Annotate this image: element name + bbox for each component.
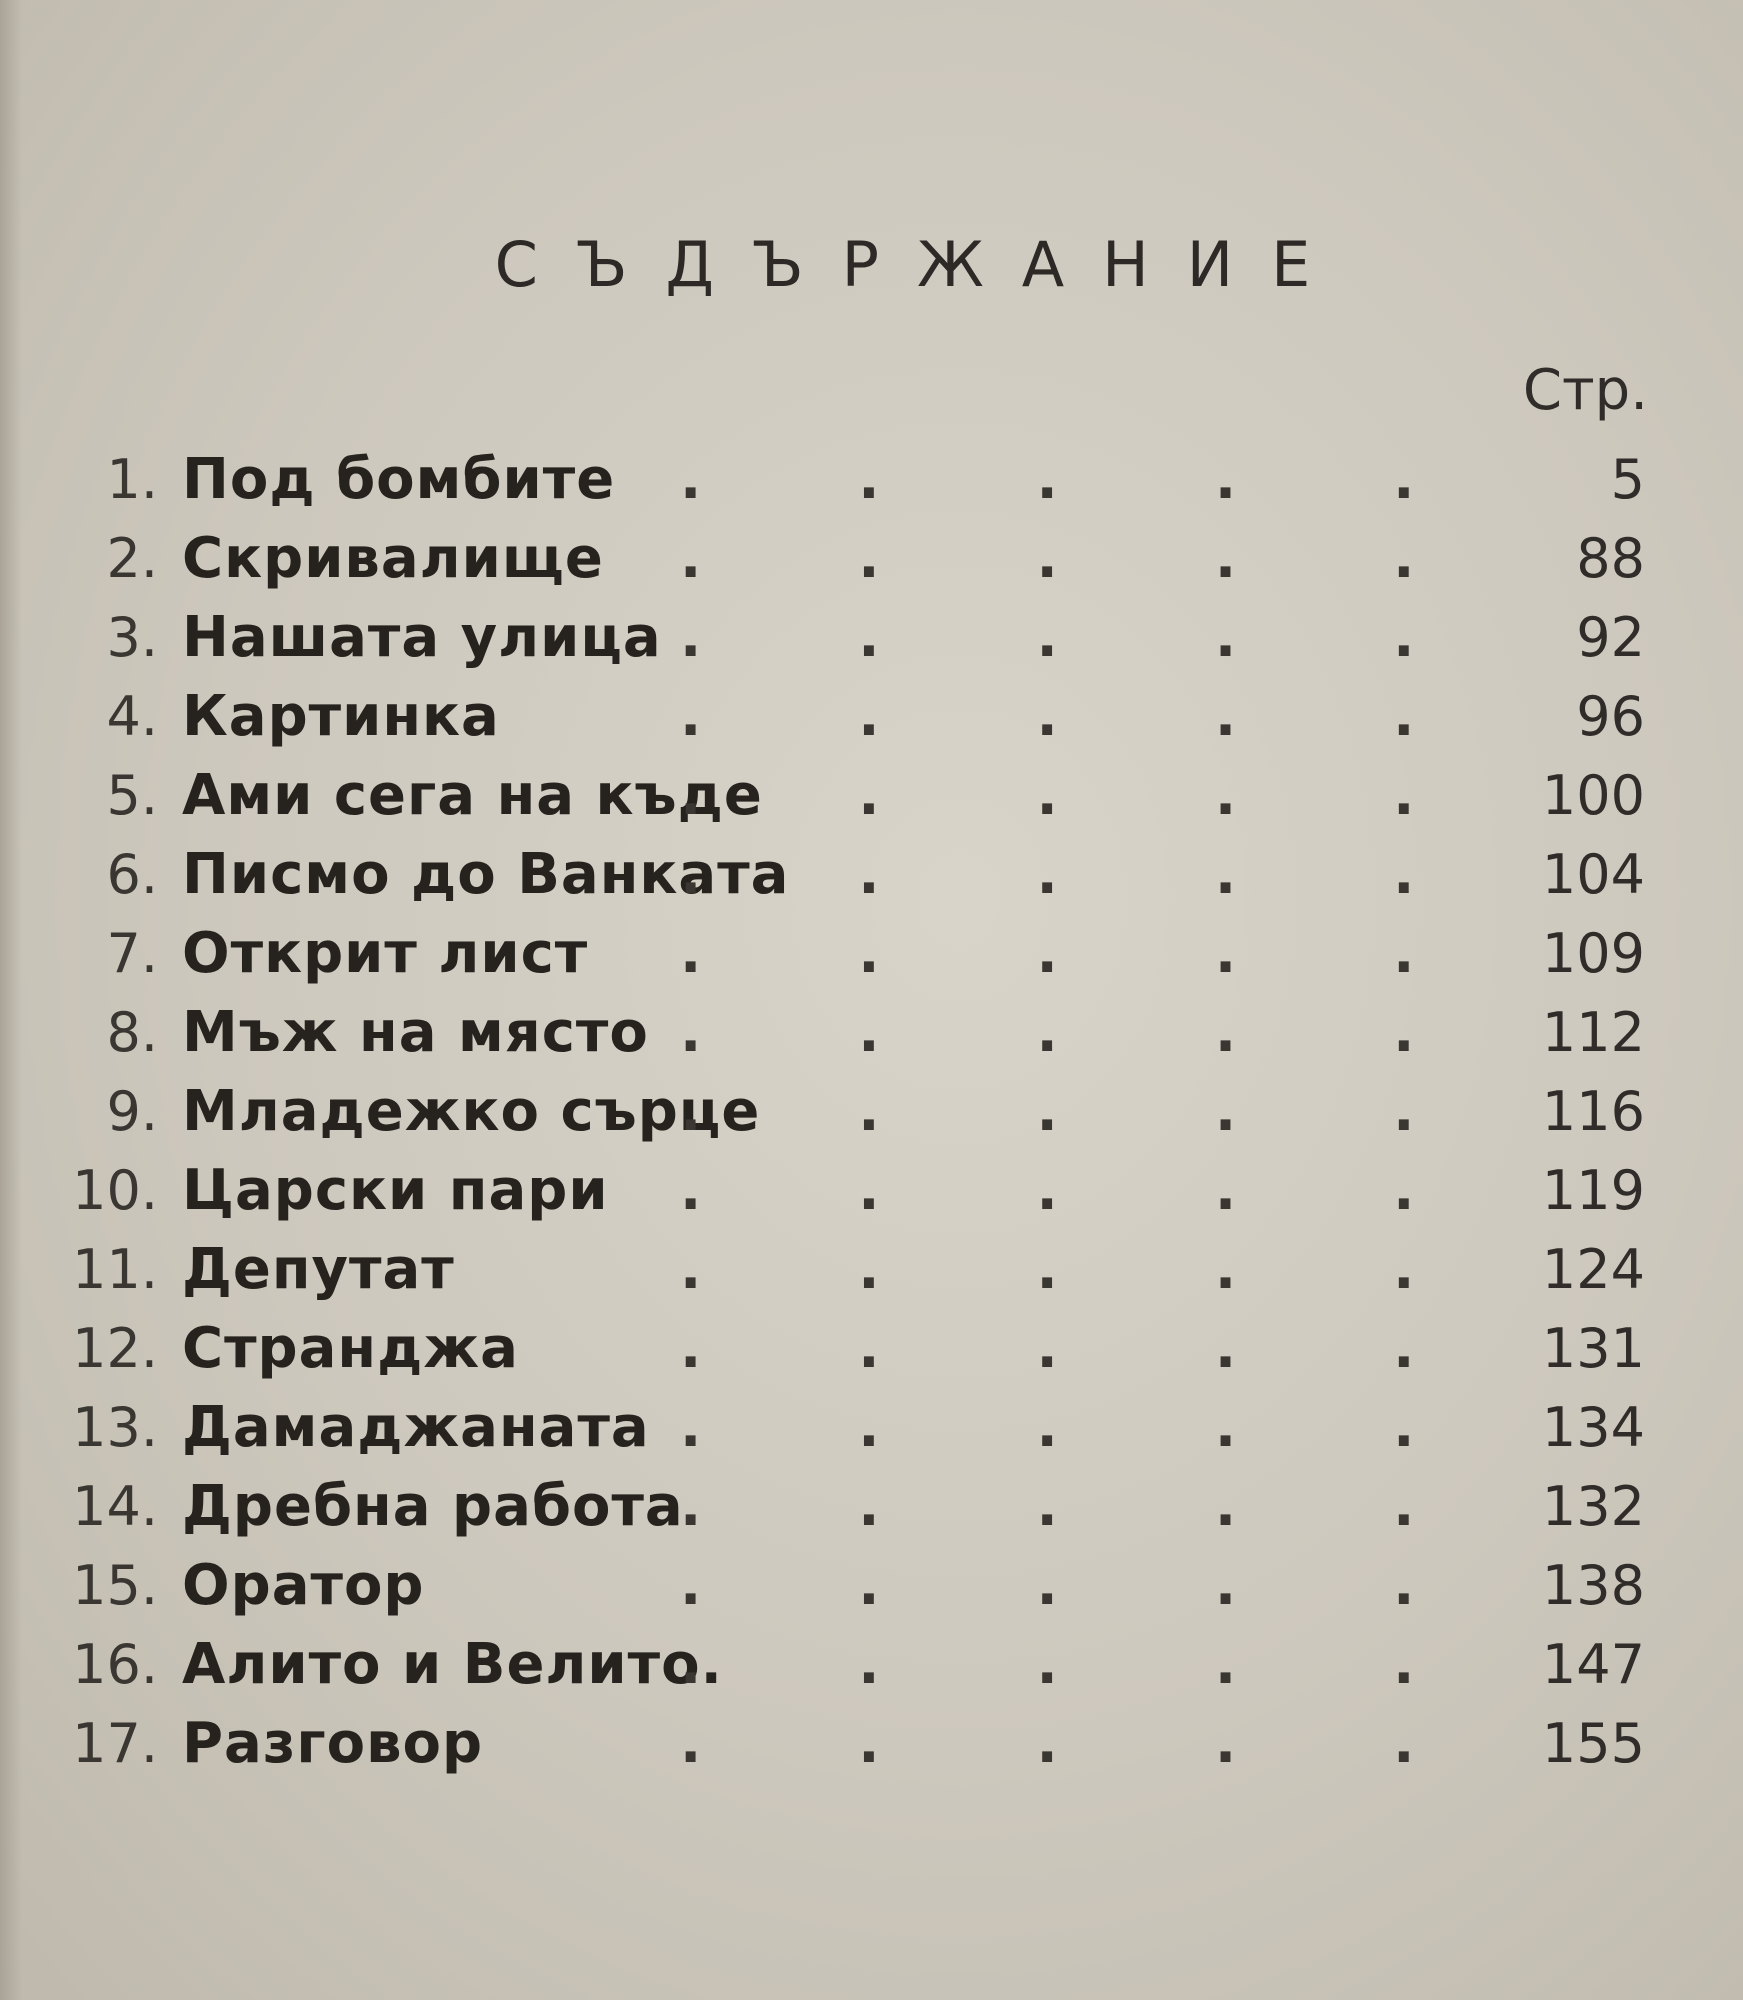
toc-entry xyxy=(70,1625,1645,1704)
entry-number: 10. xyxy=(72,1159,158,1222)
dot-leader: ..... xyxy=(680,763,1572,828)
dot-leader: ..... xyxy=(680,1474,1572,1539)
toc-entry xyxy=(70,1546,1645,1625)
entry-page-number: 109 xyxy=(1541,922,1645,985)
entry-page-number: 92 xyxy=(1576,606,1645,669)
entry-title: Мъж на място xyxy=(182,1000,649,1065)
entry-page-number: 155 xyxy=(1541,1712,1645,1775)
entry-title: Странджа xyxy=(182,1316,519,1381)
dot-leader: ..... xyxy=(680,1553,1572,1618)
entry-page-number: 134 xyxy=(1541,1396,1645,1459)
dot-leader: ..... xyxy=(680,605,1572,670)
dot-leader: ..... xyxy=(680,1000,1572,1065)
entry-page-number: 96 xyxy=(1576,685,1645,748)
toc-entry xyxy=(70,993,1645,1072)
entry-page-number: 119 xyxy=(1541,1159,1645,1222)
entry-number: 12. xyxy=(72,1317,158,1380)
dot-leader: ..... xyxy=(680,1316,1572,1381)
entry-title: Разговор xyxy=(182,1711,484,1776)
dot-leader: ..... xyxy=(680,1158,1572,1223)
entry-title: Под бомбите xyxy=(182,447,616,512)
entry-page-number: 147 xyxy=(1541,1633,1645,1696)
entry-page-number: 88 xyxy=(1576,527,1645,590)
dot-leader: ..... xyxy=(680,684,1572,749)
entry-number: 17. xyxy=(72,1712,158,1775)
dot-leader: ..... xyxy=(680,921,1572,986)
entry-page-number: 104 xyxy=(1541,843,1645,906)
entry-number: 2. xyxy=(106,527,158,590)
entry-number: 4. xyxy=(106,685,158,748)
page-title: СЪДЪРЖАНИЕ xyxy=(494,228,1349,301)
dot-leader: ..... xyxy=(680,1632,1572,1697)
toc-entry xyxy=(70,756,1645,835)
toc-entry xyxy=(70,519,1645,598)
entry-page-number: 112 xyxy=(1541,1001,1645,1064)
entry-title: Младежко сърце xyxy=(182,1079,761,1144)
entry-page-number: 5 xyxy=(1610,448,1645,511)
entry-title: Нашата улица xyxy=(182,605,662,670)
page-column-header: Стр. xyxy=(1522,358,1648,423)
entry-page-number: 131 xyxy=(1541,1317,1645,1380)
entry-title: Депутат xyxy=(182,1237,455,1302)
entry-page-number: 116 xyxy=(1541,1080,1645,1143)
entry-title: Писмо до Ванката xyxy=(182,842,790,907)
entry-number: 1. xyxy=(106,448,158,511)
entry-title: Дребна работа xyxy=(182,1474,684,1539)
entry-title: Ами сега на къде xyxy=(182,763,763,828)
entry-number: 15. xyxy=(72,1554,158,1617)
dot-leader: ..... xyxy=(680,1395,1572,1460)
toc-entry xyxy=(70,1467,1645,1546)
table-of-contents xyxy=(70,440,1645,1860)
toc-entry xyxy=(70,914,1645,993)
entry-number: 3. xyxy=(106,606,158,669)
entry-number: 16. xyxy=(72,1633,158,1696)
toc-entry xyxy=(70,1151,1645,1230)
toc-entry xyxy=(70,835,1645,914)
entry-title: Дамаджаната xyxy=(182,1395,650,1460)
entry-number: 6. xyxy=(106,843,158,906)
entry-page-number: 124 xyxy=(1541,1238,1645,1301)
dot-leader: ..... xyxy=(680,526,1572,591)
toc-entry xyxy=(70,598,1645,677)
entry-number: 7. xyxy=(106,922,158,985)
entry-title: Царски пари xyxy=(182,1158,609,1223)
entry-number: 9. xyxy=(106,1080,158,1143)
toc-entry xyxy=(70,1309,1645,1388)
entry-number: 11. xyxy=(72,1238,158,1301)
dot-leader: ..... xyxy=(680,1711,1572,1776)
entry-number: 5. xyxy=(106,764,158,827)
dot-leader: ..... xyxy=(680,842,1572,907)
entry-number: 8. xyxy=(106,1001,158,1064)
dot-leader: ..... xyxy=(680,1079,1572,1144)
entry-page-number: 100 xyxy=(1541,764,1645,827)
entry-title: Картинка xyxy=(182,684,500,749)
entry-number: 14. xyxy=(72,1475,158,1538)
toc-entry xyxy=(70,1388,1645,1467)
entry-title: Скривалище xyxy=(182,526,604,591)
entry-title: Алито и Велито. xyxy=(182,1632,723,1697)
toc-entry xyxy=(70,440,1645,519)
toc-entry xyxy=(70,1072,1645,1151)
entry-title: Открит лист xyxy=(182,921,589,986)
entry-title: Оратор xyxy=(182,1553,425,1618)
toc-entry xyxy=(70,1704,1645,1783)
entry-number: 13. xyxy=(72,1396,158,1459)
entry-page-number: 132 xyxy=(1541,1475,1645,1538)
toc-entry xyxy=(70,677,1645,756)
dot-leader: ..... xyxy=(680,447,1572,512)
dot-leader: ..... xyxy=(680,1237,1572,1302)
entry-page-number: 138 xyxy=(1541,1554,1645,1617)
toc-entry xyxy=(70,1230,1645,1309)
